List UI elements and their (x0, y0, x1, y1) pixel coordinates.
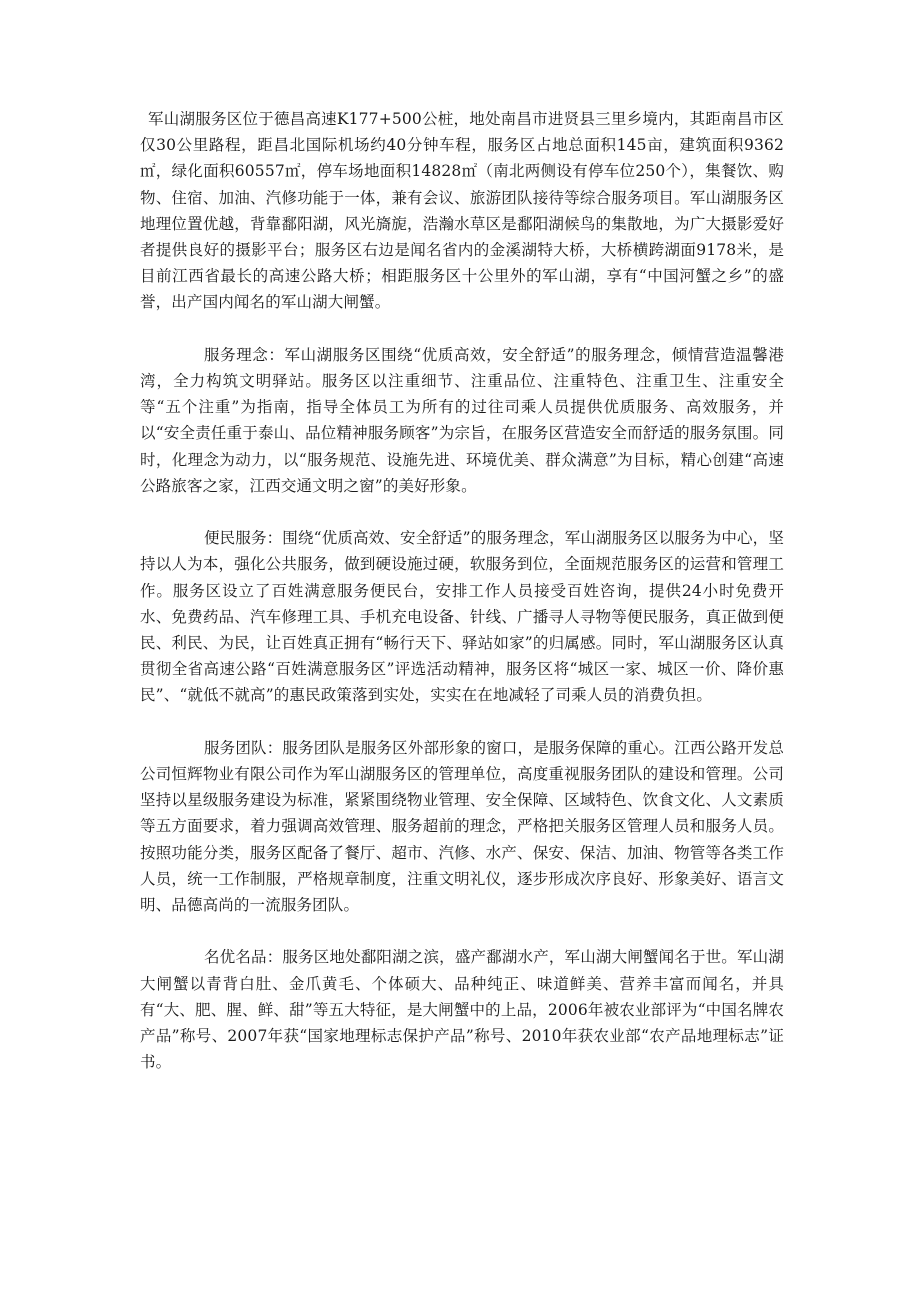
paragraph-service-team: 服务团队：服务团队是服务区外部形象的窗口，是服务保障的重心。江西公路开发总公司恒辉物业有限公司作为军山湖服务区的管理单位，高度重视服务团队的建设和管理。公司坚持以星级服务建设为标准，紧紧围绕物业管理、安全保障、区域特色、饮食文化、人文素质等五方面要求，着力强调高效管理、服务超前的理念，严格把关服务区管理人员和服务人员。按照功能分类，服务区配备了餐厅、超市、汽修、水产、保安、保洁、加油、物管等各类工作人员，统一工作制服，严格规章制度，注重文明礼仪，逐步形成次序良好、形象美好、语言文明、品德高尚的一流服务团队。 (140, 738, 784, 915)
paragraph-service-concept: 服务理念：军山湖服务区围绕“优质高效，安全舒适”的服务理念，倾情营造温馨港湾，全力构筑文明驿站。服务区以注重细节、注重品位、注重特色、注重卫生、注重安全等“五个注重”为指南，指导全体员工为所有的过往司乘人员提供优质服务、高效服务，并以“安全责任重于泰山、品位精神服务顾客”为宗旨，在服务区营造安全而舒适的服务氛围。同时，化理念为动力，以“服务规范、设施先进、环境优美、群众满意”为目标，精心创建“高速公路旅客之家，江西交通文明之窗”的美好形象。 (140, 345, 784, 495)
paragraph-convenience-service: 便民服务：围绕“优质高效、安全舒适”的服务理念，军山湖服务区以服务为中心，坚持以人为本，强化公共服务，做到硬设施过硬，软服务到位，全面规范服务区的运营和管理工作。服务区设立了百姓满意服务便民台，安排工作人员接受百姓咨询，提供24小时免费开水、免费药品、汽车修理工具、手机充电设备、针线、广播寻人寻物等便民服务，真正做到便民、利民、为民，让百姓真正拥有“畅行天下、驿站如家”的归属感。同时，军山湖服务区认真贯彻全省高速公路“百姓满意服务区”评选活动精神，服务区将“城区一家、城区一价、降价惠民”、“就低不就高”的惠民政策落到实处，实实在在地减轻了司乘人员的消费负担。 (140, 529, 784, 705)
paragraph-famous-products: 名优名品：服务区地处鄱阳湖之滨，盛产鄱湖水产，军山湖大闸蟹闻名于世。军山湖大闸蟹以青背白肚、金爪黄毛、个体硕大、品种纯正、味道鲜美、营养丰富而闻名，并具有“大、肥、腥、鲜、甜”等五大特征，是大闸蟹中的上品，2006年被农业部评为“中国名牌农产品”称号、2007年获“国家地理标志保护产品”称号、2010年获农业部“农产品地理标志”证书。 (140, 948, 784, 1072)
paragraph-intro: 军山湖服务区位于德昌高速K177+500公桩，地处南昌市进贤县三里乡境内，其距南昌市区仅30公里路程，距昌北国际机场约40分钟车程，服务区占地总面积145亩，建筑面积9362㎡，绿化面积60557㎡，停车场地面积14828㎡（南北两侧设有停车位250个），集餐饮、购物、住宿、加油、汽修功能于一体，兼有会议、旅游团队接待等综合服务项目。军山湖服务区地理位置优越，背靠鄱阳湖，风光旖旎，浩瀚水草区是鄱阳湖候鸟的集散地，为广大摄影爱好者提供良好的摄影平台；服务区右边是闻名省内的金溪湖特大桥，大桥横跨湖面9178米，是目前江西省最长的高速公路大桥；相距服务区十公里外的军山湖，享有“中国河蟹之乡”的盛誉，出产国内闻名的军山湖大闸蟹。 (140, 110, 784, 312)
document-body (140, 106, 784, 1075)
